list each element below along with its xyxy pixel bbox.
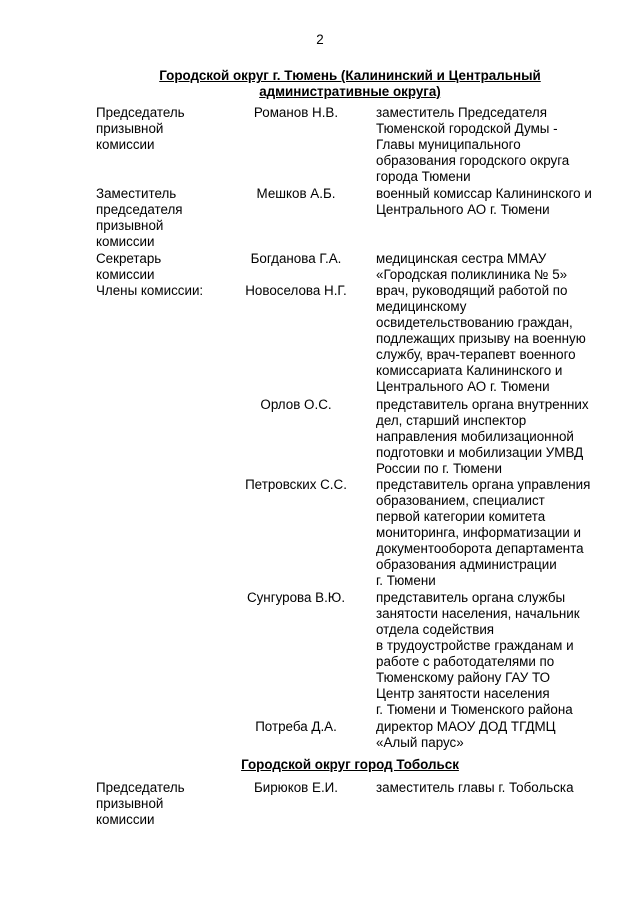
role-cell: Заместитель председателя призывной комиссии [96, 186, 183, 249]
name-cell: Романов Н.В. [253, 105, 339, 120]
role-cell: Члены комиссии: [96, 283, 204, 298]
name-cell: Новоселова Н.Г. [245, 283, 347, 298]
position-cell: врач, руководящий работой по медицинскому освидетельствованию граждан, подлежащих призыву на военную службу, врач-терапевт военного комиссариата Калининского и Центрального АО г. Тюмени [376, 283, 586, 394]
position-cell: директор МАОУ ДОД ТГДМЦ «Алый парус» [376, 719, 556, 750]
name-cell: Богданова Г.А. [250, 251, 342, 266]
position-cell: заместитель Председателя Тюменской городской Думы - Главы муниципального образования городского округа города Тюмени [376, 105, 570, 184]
name-cell: Сунгурова В.Ю. [246, 590, 346, 605]
position-cell: представитель органа управления образованием, специалист первой категории комитета мониторинга, информатизации и документооборота департамента образования администрации г. Тюмени [376, 477, 591, 588]
role-cell: Председатель призывной комиссии [96, 780, 185, 827]
section-heading-tyumen [0, 68, 640, 100]
role-cell: Председатель призывной комиссии [96, 105, 185, 152]
section-heading-line1: Городской округ г. Тюмень (Калининский и Центральный [159, 68, 541, 83]
name-cell: Петровских С.С. [245, 477, 347, 492]
page-number: 2 [316, 32, 324, 47]
section-heading-line1: Городской округ город Тобольск [241, 757, 459, 772]
position-cell: заместитель главы г. Тобольска [376, 780, 574, 795]
section-heading-tobolsk [0, 757, 640, 773]
name-cell: Мешков А.Б. [256, 186, 336, 201]
name-cell: Бирюков Е.И. [253, 780, 339, 795]
position-cell: представитель органа службы занятости населения, начальник отдела содействия в трудоустройстве гражданам и работе с работодателями по Тюменскому району ГАУ ТО Центр занятости населения г. Тюмени и Тюменского района [376, 590, 580, 717]
position-cell: представитель органа внутренних дел, старший инспектор направления мобилизационной подготовки и мобилизации УМВД России по г. Тюмени [376, 397, 589, 476]
section-heading-line2: административные округа) [259, 84, 441, 99]
name-cell: Потреба Д.А. [255, 719, 337, 734]
position-cell: медицинская сестра ММАУ «Городская поликлиника № 5» [376, 251, 568, 282]
role-cell: Секретарь комиссии [96, 251, 162, 282]
position-cell: военный комиссар Калининского и Центрального АО г. Тюмени [376, 186, 592, 217]
name-cell: Орлов О.С. [260, 397, 332, 412]
